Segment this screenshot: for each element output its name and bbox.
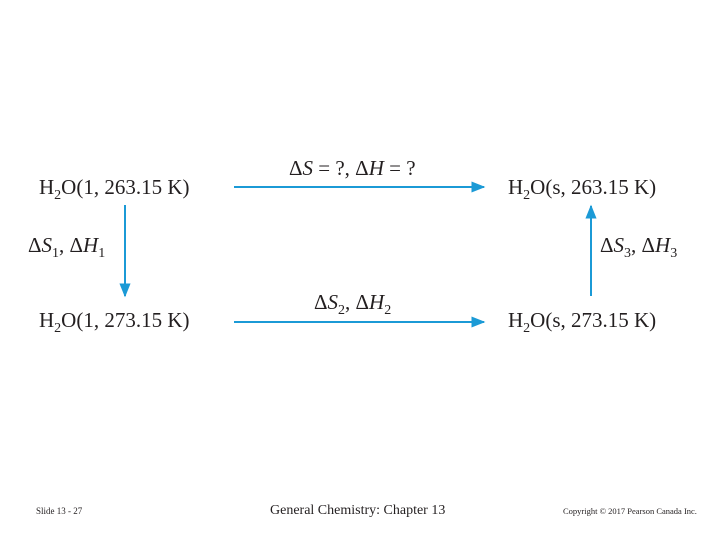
right-arrow-label: $\Delta S_3$, $\Delta H_3$ bbox=[600, 233, 678, 261]
bottom-arrow-label: $\Delta S_2$, $\Delta H_2$ bbox=[314, 290, 392, 318]
state-solid-263: $H_2O(s$, 263.15 K) bbox=[508, 175, 657, 203]
top-arrow-label: ΔS = ?, ΔH = ? bbox=[289, 156, 416, 180]
state-liquid-263: $H_2O(1$, 263.15 K) bbox=[39, 175, 190, 203]
state-solid-273: $H_2O(s$, 273.15 K) bbox=[508, 308, 657, 336]
left-arrow-label: $\Delta S_1$, $\Delta H_1$ bbox=[28, 233, 106, 261]
slide-number: Slide 13 - 27 bbox=[36, 506, 83, 516]
copyright: Copyright © 2017 Pearson Canada Inc. bbox=[563, 506, 697, 516]
footer-title: General Chemistry: Chapter 13 bbox=[270, 503, 446, 518]
state-liquid-273: $H_2O(1$, 273.15 K) bbox=[39, 308, 190, 336]
